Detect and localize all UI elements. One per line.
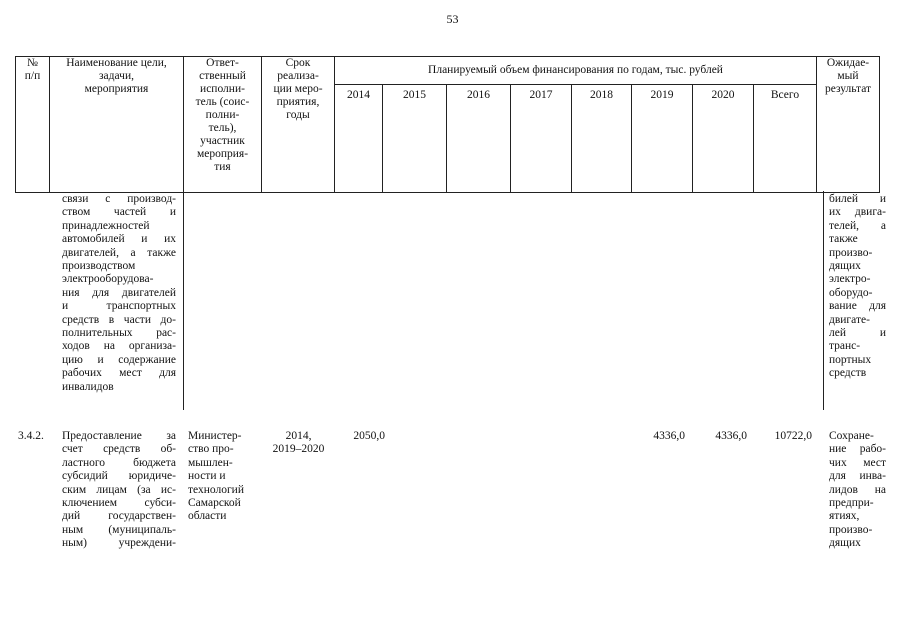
financing-table-header	[15, 56, 880, 193]
header-year-2020: 2020	[693, 85, 754, 193]
header-year-2017: 2017	[511, 85, 572, 193]
row-number: 3.4.2.	[18, 430, 44, 442]
header-year-2015: 2015	[383, 85, 447, 193]
page-number: 53	[446, 12, 459, 26]
header-name: Наименование цели, задачи, мероприятия	[50, 57, 184, 193]
continued-name-cell: связи с производ- ством частей и принадлежностей автомобилей и их двигателей, а также производством электрооборудова- ния для двигателей и транспортных средств в части до- полнительных рас- ходов на организа- цию и содержание рабочих мест для инвалидов	[62, 193, 176, 393]
value-2020: 4336,0	[715, 430, 747, 442]
row-responsible-cell: Министер- ство про- мышлен- ности и технологий Самарской области	[188, 430, 244, 523]
header-year-2019: 2019	[632, 85, 693, 193]
header-total: Всего	[754, 85, 817, 193]
header-result: Ожидае- мый результат	[817, 57, 880, 193]
header-responsible: Ответ- ственный исполни- тель (соис- полни- тель), участник мероприя- тия	[184, 57, 262, 193]
header-year-2014: 2014	[335, 85, 383, 193]
column-divider	[183, 191, 184, 410]
column-divider	[823, 191, 824, 410]
header-year-2016: 2016	[447, 85, 511, 193]
value-2019: 4336,0	[653, 430, 685, 442]
row-name-cell: Предоставление за счет средств об- ластного бюджета субсидий юридиче- ским лицам (за ис- ключением субси- дий государствен- ным (муниципаль- ным) учреждени-	[62, 430, 176, 550]
row-result-cell: Сохране- ние рабо- чих мест для инва- лидов на предпри- ятиях, произво- дящих	[829, 430, 886, 550]
header-year-2018: 2018	[572, 85, 632, 193]
header-num: № п/п	[16, 57, 50, 193]
header-term: Срок реализа- ции меро- приятия, годы	[262, 57, 335, 193]
value-total: 10722,0	[774, 430, 812, 442]
header-financing: Планируемый объем финансирования по годам, тыс. рублей	[335, 57, 817, 85]
continued-result-cell: билей и их двига- телей, а также произво- дящих электро- оборудо- вание для двигате- лей и транс- портных средств	[829, 193, 886, 380]
row-term-cell: 2014, 2019–2020	[272, 430, 325, 456]
value-2014: 2050,0	[353, 430, 385, 442]
